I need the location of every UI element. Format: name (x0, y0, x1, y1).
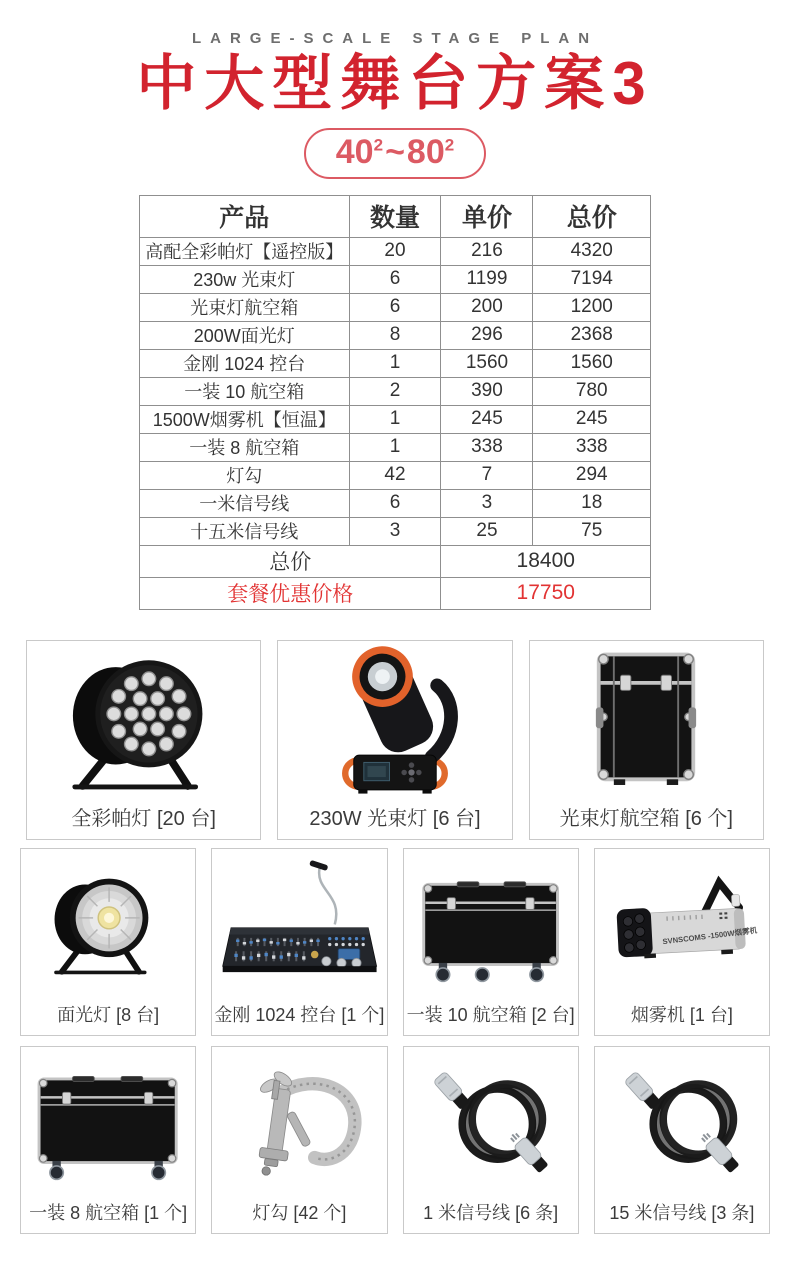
quantity-cell: 6 (349, 489, 441, 517)
table-row (140, 265, 651, 293)
table-row (140, 237, 651, 265)
total-label: 总价 (140, 545, 441, 577)
quantity-cell: 1 (349, 349, 441, 377)
total-price-cell: 245 (533, 405, 651, 433)
unit-price-cell: 245 (441, 405, 533, 433)
unit-price-cell: 1560 (441, 349, 533, 377)
total-price-cell: 4320 (533, 237, 651, 265)
unit-price-cell: 390 (441, 377, 533, 405)
total-price-cell: 338 (533, 433, 651, 461)
total-price-cell: 7194 (533, 265, 651, 293)
beam-moving-head-icon (278, 641, 511, 802)
gallery-caption: 面光灯 [8 台] (57, 1004, 160, 1025)
total-price-cell: 18 (533, 489, 651, 517)
product-cell: 高配全彩帕灯【遥控版】 (140, 237, 350, 265)
unit-price-cell: 3 (441, 489, 533, 517)
total-price-cell: 1200 (533, 293, 651, 321)
gallery-item-case-10 (403, 848, 579, 1036)
quantity-cell: 20 (349, 237, 441, 265)
flight-case-horizontal-icon (21, 1047, 195, 1199)
unit-price-cell: 25 (441, 517, 533, 545)
xlr-cable-icon (404, 1047, 578, 1199)
xlr-cable-icon (595, 1047, 769, 1199)
total-price-cell: 294 (533, 461, 651, 489)
area-badge-wrap (0, 128, 790, 179)
table-row (140, 377, 651, 405)
gallery-row-3 (0, 1046, 790, 1234)
gallery-caption: 光束灯航空箱 [6 个] (559, 807, 733, 830)
badge-to: 80 (406, 133, 445, 171)
price-table (139, 195, 651, 610)
total-price-cell: 1560 (533, 349, 651, 377)
col-header-quantity: 数量 (349, 195, 441, 237)
gallery-item-console (211, 848, 387, 1036)
product-cell: 一装 10 航空箱 (140, 377, 350, 405)
badge-from: 40 (335, 133, 374, 171)
table-row (140, 517, 651, 545)
quantity-cell: 2 (349, 377, 441, 405)
badge-separator: ~ (385, 133, 405, 171)
gallery-item-fog-machine (594, 848, 770, 1036)
gallery-item-cable-1m (403, 1046, 579, 1234)
quantity-cell: 1 (349, 433, 441, 461)
unit-price-cell: 200 (441, 293, 533, 321)
table-row (140, 461, 651, 489)
clamp-hook-icon (212, 1047, 386, 1199)
col-header-total-price: 总价 (533, 195, 651, 237)
product-cell: 光束灯航空箱 (140, 293, 350, 321)
total-price-cell: 2368 (533, 321, 651, 349)
discount-row (140, 577, 651, 609)
gallery-caption: 一装 8 航空箱 [1 个] (29, 1202, 188, 1223)
table-row (140, 349, 651, 377)
gallery-caption: 灯勾 [42 个] (252, 1202, 347, 1223)
table-row (140, 405, 651, 433)
fog-machine-icon (595, 849, 769, 1001)
table-row (140, 433, 651, 461)
col-header-unit-price: 单价 (441, 195, 533, 237)
total-value: 18400 (441, 545, 651, 577)
gallery-item-beam-light (277, 640, 512, 840)
product-cell: 200W面光灯 (140, 321, 350, 349)
table-row (140, 293, 651, 321)
unit-price-cell: 296 (441, 321, 533, 349)
unit-price-cell: 338 (441, 433, 533, 461)
quantity-cell: 42 (349, 461, 441, 489)
discount-value: 17750 (441, 577, 651, 609)
product-cell: 灯勾 (140, 461, 350, 489)
gallery-item-case-8 (20, 1046, 196, 1234)
product-cell: 1500W烟雾机【恒温】 (140, 405, 350, 433)
product-cell: 一米信号线 (140, 489, 350, 517)
page-title: 中大型舞台方案3 (136, 50, 654, 117)
table-row (140, 489, 651, 517)
gallery-caption: 15 米信号线 [3 条] (609, 1202, 755, 1223)
table-row (140, 321, 651, 349)
badge-to-sup: 2 (444, 135, 455, 155)
table-header-row (140, 195, 651, 237)
quantity-cell: 6 (349, 293, 441, 321)
total-price-cell: 780 (533, 377, 651, 405)
par-light-icon (27, 641, 260, 802)
quantity-cell: 8 (349, 321, 441, 349)
dmx-console-icon (212, 849, 386, 1001)
product-cell: 金刚 1024 控台 (140, 349, 350, 377)
gallery-item-beam-flight-case (529, 640, 764, 840)
product-cell: 十五米信号线 (140, 517, 350, 545)
col-header-product: 产品 (140, 195, 350, 237)
unit-price-cell: 1199 (441, 265, 533, 293)
header-eyebrow: LARGE-SCALE STAGE PLAN (191, 30, 599, 47)
gallery-caption: 烟雾机 [1 台] (630, 1004, 733, 1025)
badge-from-sup: 2 (373, 135, 384, 155)
gallery-row-1 (0, 640, 790, 840)
flight-case-upright-icon (530, 641, 763, 802)
total-row (140, 545, 651, 577)
gallery-item-cable-15m (594, 1046, 770, 1234)
gallery-caption: 230W 光束灯 [6 台] (309, 807, 481, 830)
discount-label: 套餐优惠价格 (140, 577, 441, 609)
cob-par-light-icon (21, 849, 195, 1001)
gallery-item-cob-par (20, 848, 196, 1036)
quantity-cell: 1 (349, 405, 441, 433)
gallery-item-clamp (211, 1046, 387, 1234)
gallery-item-par-light (26, 640, 261, 840)
area-range-badge (304, 128, 486, 179)
product-cell: 一装 8 航空箱 (140, 433, 350, 461)
gallery-caption: 1 米信号线 [6 条] (423, 1202, 559, 1223)
product-gallery (0, 640, 790, 1234)
gallery-caption: 一装 10 航空箱 [2 台] (406, 1004, 575, 1025)
gallery-caption: 全彩帕灯 [20 台] (71, 807, 216, 830)
fog-machine-label: SVNSCOMS -1500W烟雾机 (662, 925, 758, 947)
gallery-caption: 金刚 1024 控台 [1 个] (214, 1004, 385, 1025)
quantity-cell: 3 (349, 517, 441, 545)
quantity-cell: 6 (349, 265, 441, 293)
flight-case-horizontal-icon (404, 849, 578, 1001)
unit-price-cell: 216 (441, 237, 533, 265)
product-cell: 230w 光束灯 (140, 265, 350, 293)
gallery-row-2 (0, 848, 790, 1036)
total-price-cell: 75 (533, 517, 651, 545)
unit-price-cell: 7 (441, 461, 533, 489)
